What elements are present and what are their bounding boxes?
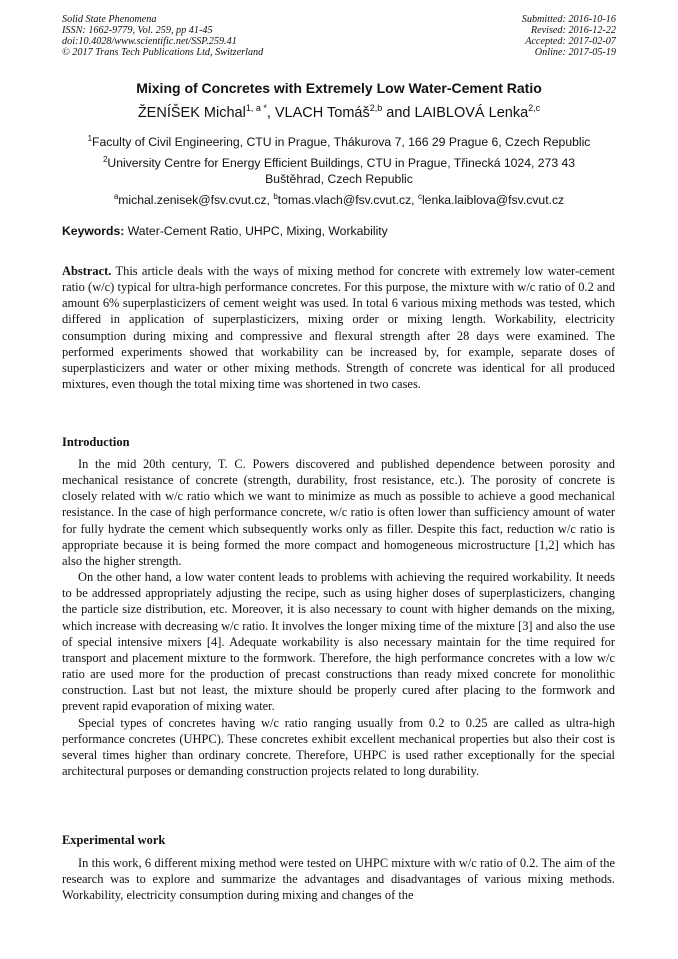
experimental-body bbox=[62, 855, 615, 903]
affiliation-1-text: Faculty of Civil Engineering, CTU in Prague, Thákurova 7, 166 29 Prague 6, Czech Republic bbox=[92, 135, 591, 150]
author-3-sup: 2,c bbox=[528, 103, 541, 113]
journal-info bbox=[62, 14, 263, 58]
introduction-paragraph: On the other hand, a low water content leads to problems with achieving the required workability. It needs to be addressed appropriately adjusting the recipe, such as using higher doses of superplasticizers, changing the particle size distribution, etc. Moreover, it is also necessary to count with higher demands on the mixing, which increase with decreasing w/c ratio. It involves the longer mixing time of the mixture [3] and also the use of special intensive mixers [4]. Adequate workability is also necessary maintain for the time required for transport and placement mixture to the formwork. Therefore, the high performance concretes with a low w/c ratio are used more for the production of precast constructions than ready mixed concrete for monolithic construction. Last but not least, the mixture should be properly cured after placing to the formwork and prevent rapid evaporation of mixing water. bbox=[62, 570, 615, 714]
experimental-paragraph: In this work, 6 different mixing method were tested on UHPC mixture with w/c ratio of 0.2. The aim of the research was to explore and summarize the advantages and disadvantages of various mixing methods. Workability, electricity consumption during mixing and changes of the bbox=[62, 856, 615, 903]
abstract bbox=[62, 263, 615, 392]
experimental-heading: Experimental work bbox=[62, 833, 166, 847]
email-c: lenka.laiblova@fsv.cvut.cz bbox=[421, 193, 565, 208]
affiliation-2-line1: University Centre for Energy Efficient Buildings, CTU in Prague, Třinecká 1024, 273 43 bbox=[107, 156, 576, 171]
introduction-heading: Introduction bbox=[62, 435, 130, 449]
abstract-text: This article deals with the ways of mixing method for concrete with extremely low water-cement ratio (w/c) typical for ultra-high performance concretes. For this purpose, the mixture with w/c ratio of 0.2 and amount 6% superplasticizers of cement weight was used. In total 6 various mixing methods was tested, which differed in application of superplasticizers, mixing order or mixing length. Workability, electricity consumption during mixing and compressive and flexural strength after 28 days were examined. The performed experiments showed that workability can be increased by, for example, separate doses of superplasticizers and water or other mixing methods. Strength of concrete was identical for all produced mixtures, even though the total mixing time was shortened in two cases. bbox=[62, 264, 615, 392]
author-2-sup: 2,b bbox=[369, 103, 383, 113]
revised-date: Revised: 2016-12-22 bbox=[530, 25, 616, 36]
keywords-label: Keywords: bbox=[62, 224, 125, 238]
author-list bbox=[0, 103, 678, 121]
introduction-paragraph: Special types of concretes having w/c ratio ranging usually from 0.2 to 0.25 are called as ultra-high performance concretes (UHPC). These concretes exhibit excellent mechanical properties but also their cost is several times higher than ordinary concrete. Therefore, UHPC is used rather exceptionally for the special architectural purposes or demanding construction projects related to long durability. bbox=[62, 715, 615, 778]
accepted-date: Accepted: 2017-02-07 bbox=[525, 36, 616, 47]
introduction-paragraph: In the mid 20th century, T. C. Powers discovered and published dependence between porosity and mechanical resistance of concrete (strength, durability, frost resistance, etc.). The porosity of concrete is closely related with w/c ratio which we want to minimize as much as possible to achieve a good mechanical resistance. In the case of high performance concrete, w/c ratio is often lower than sufficiency amount of water for fully hydrate the cement which subsequently works only as filler. Despite this fact, reduction w/c ratio is appropriate because it is being formed the more compact and homogeneous microstructure [1,2] which has also the higher strength. bbox=[62, 457, 615, 568]
affiliation-1 bbox=[0, 131, 678, 150]
author-3: and LAIBLOVÁ Lenka bbox=[382, 104, 529, 121]
affiliation-2-sup: 2 bbox=[102, 155, 108, 164]
email-b: tomas.vlach@fsv.cvut.cz, bbox=[277, 193, 418, 208]
abstract-label: Abstract. bbox=[62, 264, 112, 278]
email-a-sup: a bbox=[113, 192, 119, 201]
journal-name: Solid State Phenomena bbox=[62, 14, 157, 25]
submitted-date: Submitted: 2016-10-16 bbox=[521, 14, 616, 25]
email-c-sup: c bbox=[417, 192, 422, 201]
paper-title: Mixing of Concretes with Extremely Low Water-Cement Ratio bbox=[136, 80, 542, 96]
author-1: ŽENÍŠEK Michal bbox=[137, 104, 246, 121]
introduction-body bbox=[62, 456, 615, 779]
publication-dates bbox=[522, 14, 616, 58]
affiliation-1-sup: 1 bbox=[87, 134, 93, 143]
author-1-sup: 1, a * bbox=[245, 103, 267, 113]
copyright: © 2017 Trans Tech Publications Ltd, Switzerland bbox=[62, 47, 264, 58]
keywords-text: Water-Cement Ratio, UHPC, Mixing, Workability bbox=[124, 224, 388, 238]
issn: ISSN: 1662-9779, Vol. 259, pp 41-45 bbox=[62, 25, 213, 36]
affiliation-2 bbox=[0, 152, 678, 187]
keywords bbox=[62, 224, 388, 238]
affiliation-2-line2: Buštěhrad, Czech Republic bbox=[265, 172, 413, 187]
email-b-sup: b bbox=[273, 192, 278, 201]
online-date: Online: 2017-05-19 bbox=[534, 47, 616, 58]
email-a: michal.zenisek@fsv.cvut.cz, bbox=[118, 193, 274, 208]
doi: doi:10.4028/www.scientific.net/SSP.259.41 bbox=[62, 36, 237, 47]
email-list bbox=[0, 189, 678, 208]
author-2: , VLACH Tomáš bbox=[266, 104, 370, 121]
